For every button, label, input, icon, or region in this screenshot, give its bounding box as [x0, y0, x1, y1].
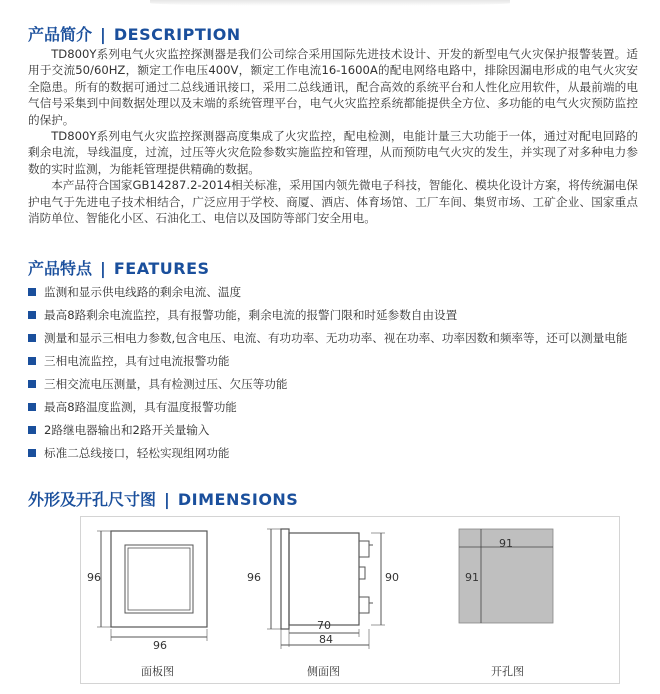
- cutout-height-label: 91: [465, 571, 479, 584]
- bullet-square-icon: [28, 357, 36, 365]
- side-total-label: 84: [319, 633, 333, 646]
- bullet-square-icon: [28, 380, 36, 388]
- top-shadow: [150, 0, 510, 6]
- heading-separator: |: [164, 490, 170, 509]
- description-heading-zh: 产品简介: [28, 25, 93, 44]
- description-heading-en: DESCRIPTION: [113, 25, 241, 44]
- bullet-square-icon: [28, 403, 36, 411]
- feature-text: 标准二总线接口，轻松实现组网功能: [44, 446, 230, 460]
- features-heading: [28, 256, 210, 279]
- description-paragraph: 本产品符合国家GB14287.2-2014相关标准，采用国内领先微电子科技，智能化、模块化设计方案，将传统漏电保护电气于先进电子技术相结合，广泛应用于学校、商厦、酒店、体育场馆、工厂车间、集贸市场、工矿企业、国家重点消防单位、智能化小区、石油化工、电信以及国防等部门安全用电。: [28, 178, 638, 226]
- cutout-width-label: 91: [499, 537, 513, 550]
- bullet-square-icon: [28, 288, 36, 296]
- feature-item: [28, 397, 640, 417]
- feature-text: 三相电流监控，具有过电流报警功能: [44, 354, 230, 368]
- panel-width-label: 96: [153, 639, 167, 652]
- feature-item: [28, 328, 640, 348]
- description-paragraph: TD800Y系列电气火灾监控探测器高度集成了火灾监控，配电检测，电能计量三大功能于一体，通过对配电回路的剩余电流，导线温度，过流，过压等火灾危险参数实施监控和管理，从而预防电气火灾的发生，并实现了对多种电力参数的实时监测，为能耗管理提供精确的数据。: [28, 129, 638, 176]
- feature-text: 最高8路温度监测，具有温度报警功能: [44, 400, 237, 414]
- dimension-drawings: [81, 517, 621, 685]
- dimensions-heading-en: DIMENSIONS: [177, 490, 299, 509]
- dimensions-heading: [28, 487, 298, 510]
- feature-item: [28, 374, 640, 394]
- description-body: [28, 46, 638, 226]
- bullet-square-icon: [28, 449, 36, 457]
- side-caption: 侧面图: [307, 665, 340, 678]
- panel-height-label: 96: [87, 571, 101, 584]
- description-paragraph: TD800Y系列电气火灾监控探测器是我们公司综合采用国际先进技术设计、开发的新型电气火灾保护报警装置。适用于交流50/60HZ，额定工作电压400V，额定工作电流16-1600A的配电网络电路中，排除因漏电形成的电气火灾安全隐患。所有的数据可通过二总线通讯接口，采用二总线通讯，配合高效的系统平台和人性化应用软件，从最前端的电气信号采集到中间数据处理以及末端的系统管理平台，电气火灾监控系统都能提供全方位、多功能的电气火灾预防监控的保护。: [28, 47, 638, 127]
- feature-text: 监测和显示供电线路的剩余电流、温度: [44, 285, 242, 299]
- bullet-square-icon: [28, 311, 36, 319]
- feature-item: [28, 305, 640, 325]
- features-heading-zh: 产品特点: [28, 259, 93, 278]
- feature-text: 测量和显示三相电力参数,包含电压、电流、有功功率、无功功率、视在功率、功率因数和频率等，还可以测量电能: [44, 331, 628, 345]
- heading-separator: |: [100, 25, 106, 44]
- bullet-square-icon: [28, 334, 36, 342]
- feature-item: [28, 351, 640, 371]
- side-depth-label: 70: [317, 619, 331, 632]
- bullet-square-icon: [28, 426, 36, 434]
- feature-item: [28, 420, 640, 440]
- features-heading-en: FEATURES: [113, 259, 210, 278]
- feature-item: [28, 282, 640, 302]
- dimensions-heading-zh: 外形及开孔尺寸图: [28, 490, 157, 509]
- feature-item: [28, 443, 640, 463]
- front-panel-drawing: [97, 531, 207, 641]
- features-list: [28, 282, 640, 466]
- description-heading: [28, 22, 241, 45]
- feature-text: 三相交流电压测量，具有检测过压、欠压等功能: [44, 377, 288, 391]
- heading-separator: |: [100, 259, 106, 278]
- cutout-caption: 开孔图: [491, 665, 524, 678]
- side-height-inner-label: 90: [385, 571, 399, 584]
- dimensions-drawing-panel: [80, 516, 620, 684]
- feature-text: 最高8路剩余电流监控，具有报警功能，剩余电流的报警门限和时延参数自由设置: [44, 308, 458, 322]
- panel-caption: 面板图: [141, 665, 174, 678]
- side-height-outer-label: 96: [247, 571, 261, 584]
- feature-text: 2路继电器输出和2路开关量输入: [44, 423, 210, 437]
